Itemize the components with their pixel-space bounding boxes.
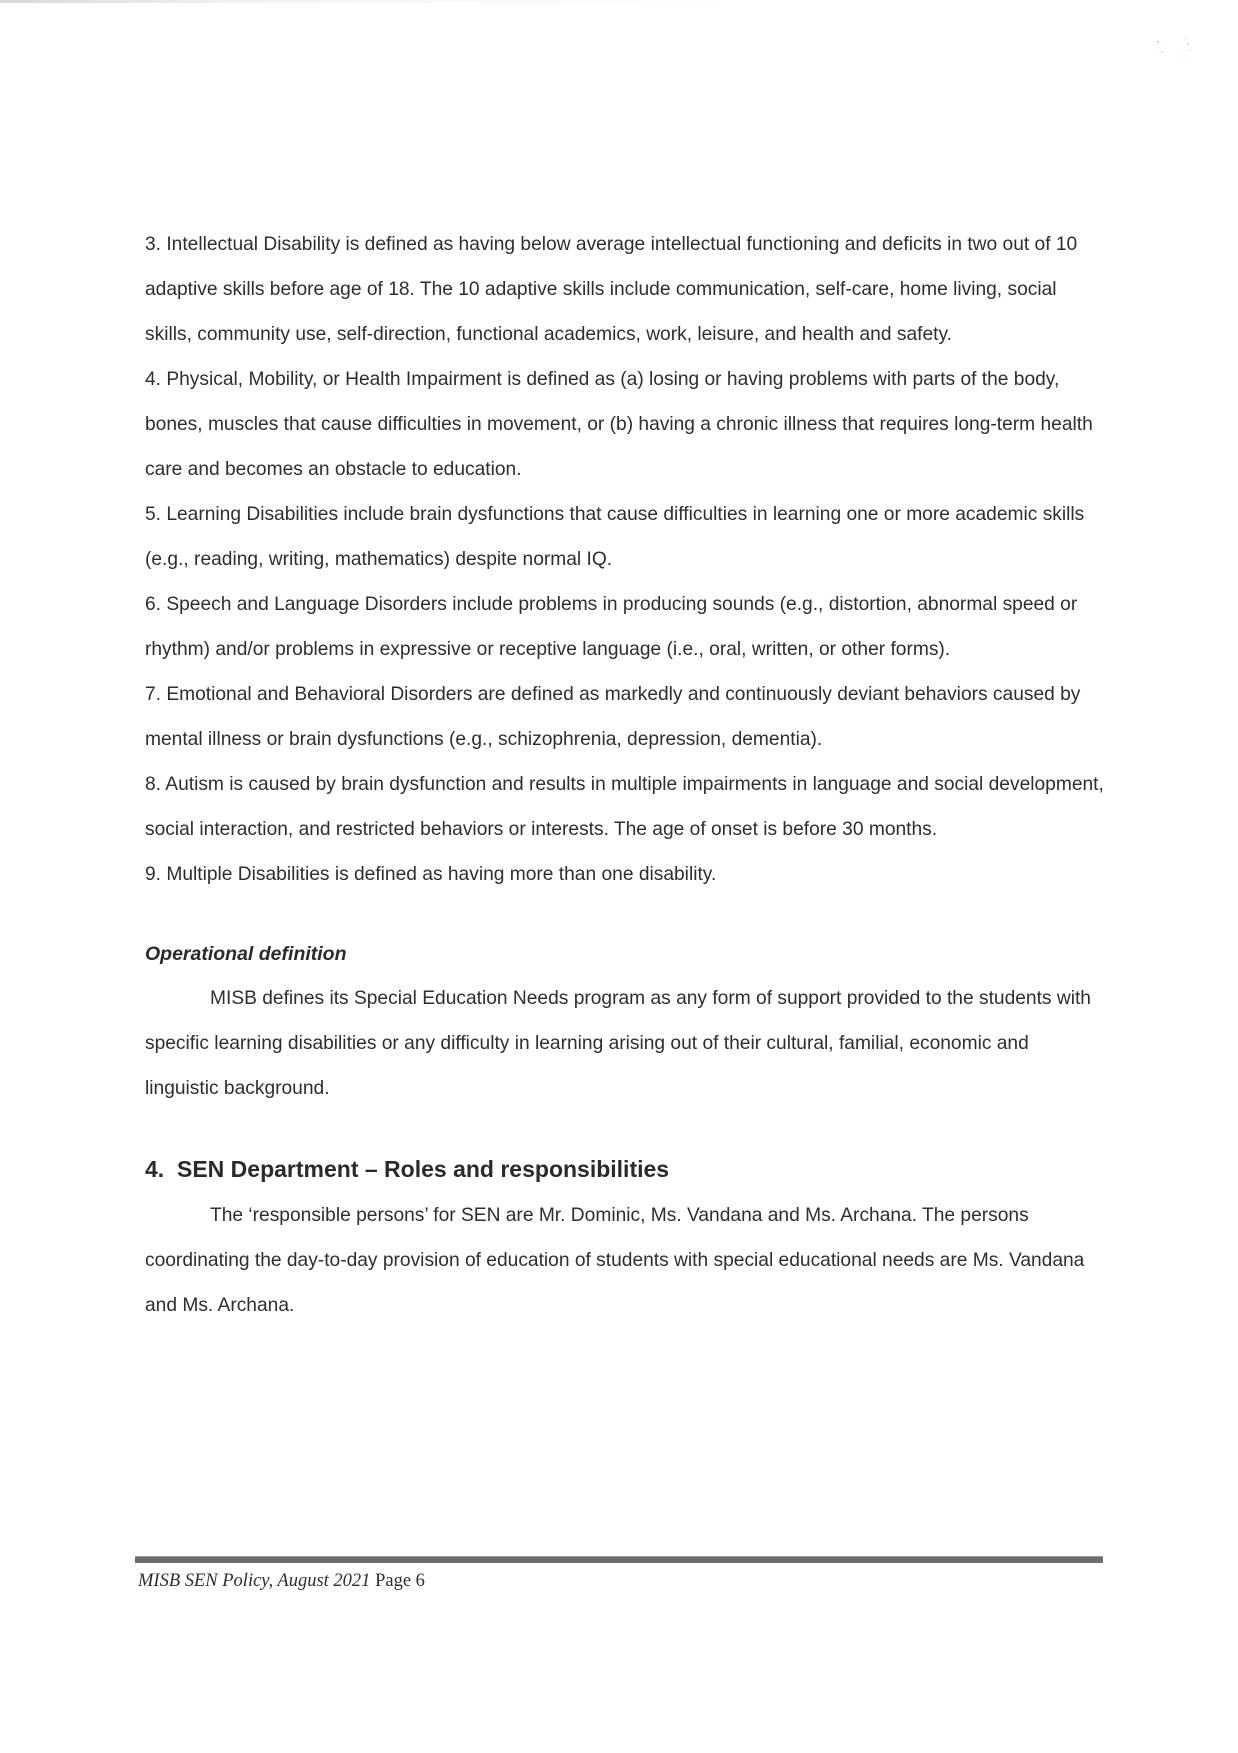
definition-multiple-disabilities: 9. Multiple Disabilities is defined as having more than one disability. (145, 864, 717, 885)
section-heading (145, 1145, 1105, 1193)
footer-divider (135, 1556, 1103, 1563)
footer-page-number: Page 6 (375, 1571, 425, 1591)
section-title: SEN Department – Roles and responsibilities (177, 1156, 670, 1182)
definition-autism: 8. Autism is caused by brain dysfunction and results in multiple impairments in language and social development, social interaction, and restricted behaviors or interests. The age of onset is before 30 months. (145, 774, 1104, 840)
page-footer (138, 1571, 425, 1592)
operational-definition-heading: Operational definition (145, 943, 347, 965)
page-body (145, 222, 1105, 1328)
definition-learning-disabilities: 5. Learning Disabilities include brain dysfunctions that cause difficulties in learning one or more academic skills (e.g., reading, writing, mathematics) despite normal IQ. (145, 504, 1085, 570)
definition-speech-language: 6. Speech and Language Disorders include problems in producing sounds (e.g., distortion, abnormal speed or rhythm) and/or problems in expressive or receptive language (i.e., oral, written, or other forms). (145, 594, 1078, 660)
section-number: 4. (145, 1156, 165, 1182)
definition-intellectual-disability: 3. Intellectual Disability is defined as having below average intellectual functioning and deficits in two out of 10 adaptive skills before age of 18. The 10 adaptive skills include communication, self-care, home living, social skills, community use, self-direction, functional academics, work, leisure, and health and safety. (145, 234, 1078, 345)
definition-emotional-behavioral: 7. Emotional and Behavioral Disorders are defined as markedly and continuously deviant behaviors caused by mental illness or brain dysfunctions (e.g., schizophrenia, depression, dementia). (145, 684, 1081, 750)
scan-top-edge (0, 0, 1238, 3)
definition-physical-impairment: 4. Physical, Mobility, or Health Impairment is defined as (a) losing or having problems with parts of the body, bones, muscles that cause difficulties in movement, or (b) having a chronic illness that requires long-term health care and becomes an obstacle to education. (145, 369, 1093, 480)
section-body: The ‘responsible persons’ for SEN are Mr. Dominic, Ms. Vandana and Ms. Archana. The persons coordinating the day-to-day provision of education of students with special educational needs are Ms. Vandana and Ms. Archana. (145, 1205, 1085, 1316)
operational-definition-body: MISB defines its Special Education Needs program as any form of support provided to the students with specific learning disabilities or any difficulty in learning arising out of their cultural, familial, economic and linguistic background. (145, 988, 1091, 1099)
footer-doc-label: MISB SEN Policy, August 2021 (138, 1571, 371, 1591)
scan-specks (1150, 30, 1210, 70)
